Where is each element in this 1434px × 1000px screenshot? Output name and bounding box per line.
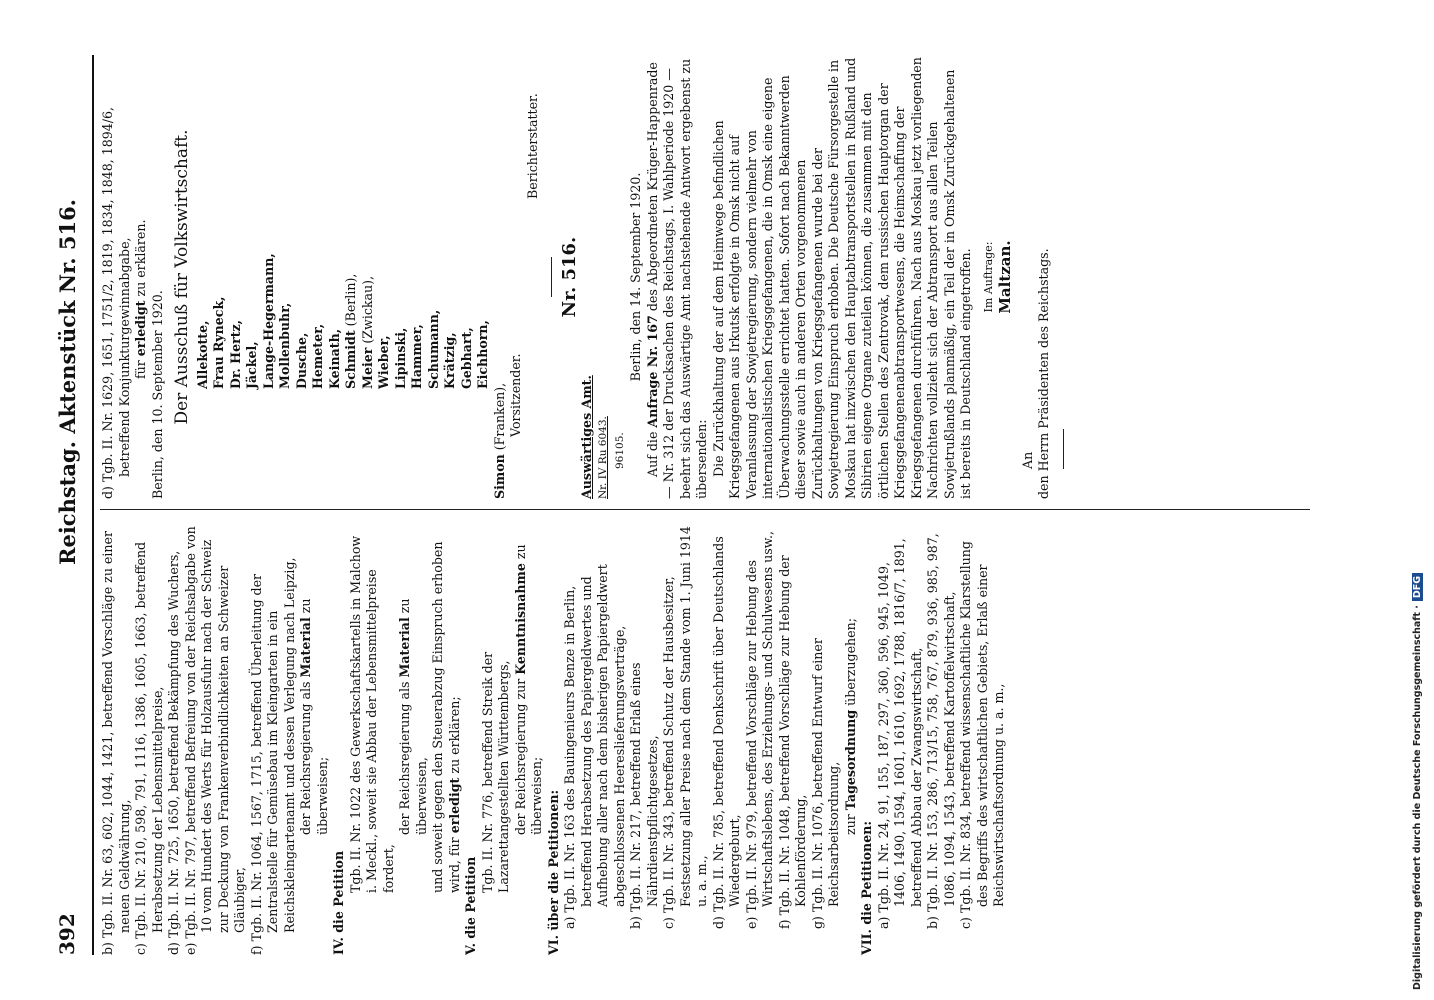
- header-rule: [92, 55, 94, 955]
- closing-line: [1063, 429, 1064, 469]
- reporter-role: Berichterstatter.: [524, 93, 540, 199]
- item-text: Tgb. II. Nr. 217, betreffend Erlaß eines Nährdienstpflichtgesetzes,: [628, 662, 660, 912]
- committee-member: Meier (Zwickau),: [359, 275, 375, 389]
- section-vi-referral: zur Tagesordnung überzugehen;: [842, 618, 858, 835]
- petition-item: [777, 525, 810, 955]
- right-column: [100, 55, 1074, 499]
- on-behalf-line: Im Auftrage:: [981, 241, 995, 313]
- committee-member: Hammer,: [409, 324, 424, 389]
- item-text: Tgb. II. Nr. 785, betreffend Denkschrift über Deutschlands Wiedergeburt,: [710, 536, 742, 912]
- section-iv-more: und soweit gegen den Steuerabzug Einspruch erhoben wird, für erledigt zu erklären;: [430, 541, 462, 893]
- page-header: [50, 55, 90, 955]
- page-number: 392: [55, 913, 79, 955]
- committee-member: Frau Ryneck,: [211, 296, 226, 389]
- committee-member: Jäckel,: [244, 341, 259, 389]
- petition-item: [183, 525, 249, 955]
- item-label: d): [166, 942, 181, 955]
- chair-line: Simon (Franken),: [491, 382, 507, 499]
- signature: Maltzan.: [996, 240, 1014, 314]
- committee-member: Lipinski,: [392, 327, 408, 389]
- document-number: Nr. 516.: [559, 236, 580, 318]
- done-note: für erledigt zu erklären.: [133, 219, 148, 379]
- petition-item: [562, 525, 628, 955]
- petition-item: [133, 525, 166, 955]
- committee-member: Dr. Hertz,: [227, 319, 243, 389]
- section-vi-heading: VI. über die Petitionen:: [545, 789, 561, 955]
- petition-list-1: [100, 525, 298, 955]
- date-line-2: Berlin, den 14. September 1920.: [628, 172, 643, 382]
- committee-member: Allekotte,: [194, 320, 210, 389]
- item-text: Tgb. II. Nr. 797, betreffend Befreiung von der Reichsabgabe von 10 vom Hundert des Werts für Holzausfuhr nach der Schweiz zur Deckung von Frankenverbindlichkeiten an Schweizer Gläubiger,: [182, 526, 247, 939]
- section-vii-list: [876, 525, 1008, 955]
- item-text: Tgb. II. Nr. 1048, betreffend Vorschläge zur Hebung der Kohlenförderung,: [776, 555, 808, 916]
- item-label: c): [133, 943, 148, 955]
- left-column: [100, 525, 1008, 955]
- item-text: Tgb. II. Nr. 834, betreffend wissenschaftliche Klarstellung des Begriffs des wirtschaftlichen Gebiets, Erlaß einer Reichswirtschaftsordnung u. a. m.,: [958, 541, 1006, 914]
- item-label: b): [925, 916, 940, 929]
- item-label: f): [776, 919, 792, 929]
- petition-item: [958, 525, 1008, 955]
- item-text: Tgb. II. Nr. 343, betreffend Schutz der Hausbesitzer, Festsetzung aller Preise nach dem Stande vom 1. Juni 1914 u. a. m.,: [661, 526, 709, 914]
- section-vi-list: [562, 525, 843, 955]
- section-v-referral: der Reichsregierung zur Kenntnisnahme zu überweisen;: [512, 544, 544, 835]
- body-paragraph-2: Die Zurückhaltung der auf dem Heimwege befindlichen Kriegsgefangenen aus Irkutsk erfolgte in Omsk nicht auf Veranlassung der Sowjetregierung, sondern vielmehr von internationalistischen Kriegsgefangenen, die in Omsk eine eigene Überwachungsstelle errichtet hatten. Sofort nach Bekanntwerden dieser sowie auch in anderen Orten vorgenommenen Zurückhaltungen von Kriegsgefangenen wurde bei der Sowjetregierung Einspruch erhoben. Die Deutsche Fürsorgestelle in Moskau hat inzwischen den Hauptabtransportstellen in Rußland und Sibirien eigene Organe zuteilen können, die zusammen mit den örtlichen Stellen des Zentrovak, dem russischen Hauptorgan der Kriegsgefangenenabtransportwesens, die Heimschaffung der Kriegsgefangenen durchführen. Nach aus Moskau jetzt vorliegenden Nachrichten vollzieht sich der Abtransport aus allen Teilen Sowjetrußlands planmäßig, ein Teil der in Omsk Zurückgehaltenen ist bereits in Deutschland eingetroffen.: [710, 57, 973, 499]
- item-text: Tgb. II. Nr. 210, 598, 791, 1116, 1386, 1605, 1663, betreffend Herabsetzung der Lebensmittelpreise,: [133, 541, 165, 940]
- item-label: b): [100, 942, 115, 955]
- office-name: Auswärtiges Amt.: [578, 375, 594, 499]
- item-text: Tgb. II. Nr. 163 des Bauingenieurs Benze in Berlin, betreffend Herabsetzung des Papiergeldwertes und Aufhebung aller nach dem bisherigen Papiergeldwert abgeschlossenen Heereslieferungsverträge,: [562, 564, 627, 913]
- item-text: Tgb. II. Nr. 1076, betreffend Entwurf einer Reichsarbeitsordnung,: [809, 638, 841, 912]
- petition-item: [711, 525, 744, 955]
- committee-member: Keinath,: [326, 328, 342, 389]
- item-text: Tgb. II. Nr. 979, betreffend Vorschläge zur Hebung des Wirtschaftslebens, des Erziehungs- und Schulwesens usw.,: [743, 531, 775, 913]
- page-title: Reichstag. Aktenstück Nr. 516.: [55, 199, 80, 565]
- item-label: a): [562, 916, 577, 929]
- petition-item: [100, 525, 133, 955]
- item-label: e): [743, 916, 759, 929]
- date-line-1: Berlin, den 10. September 1920.: [149, 290, 165, 499]
- rotated-document-page: [50, 55, 1350, 955]
- column-divider: [100, 509, 1310, 510]
- section-iv-heading: IV. die Petition: [331, 850, 346, 955]
- item-label: g): [809, 916, 825, 929]
- petition-item: [166, 525, 183, 955]
- committee-member: Lange-Hegermann,: [260, 253, 276, 389]
- petition-item: [744, 525, 777, 955]
- committee-member: Dusche,: [293, 332, 309, 389]
- section-iv-referral: der Reichsregierung als Material zu überweisen,: [397, 598, 429, 835]
- office-reference-2: 96105.: [613, 432, 626, 469]
- committee-name: Der Ausschuß für Volkswirtschaft.: [172, 129, 192, 425]
- petition-item: [661, 525, 711, 955]
- committee-member: Schumann,: [425, 309, 441, 389]
- committee-member: Hemeter,: [310, 323, 325, 389]
- petition-item: [876, 525, 926, 955]
- item-label: c): [661, 917, 676, 929]
- item-text: Tgb. II. Nr. 63, 602, 1044, 1421, betreffend Vorschläge zu einer neuen Geldwährung,: [100, 531, 132, 938]
- committee-member: Eichhorn,: [475, 320, 490, 389]
- section-iv-text: Tgb. II. Nr. 1022 des Gewerkschaftskartells in Malchow i. Meckl., soweit sie Abbau der Lebensmittelpreise fordert,: [347, 535, 396, 893]
- digitization-credit: Digitalisierung gefördert durch die Deutsche Forschungsgemeinschaft ·DFG: [1412, 573, 1423, 990]
- section-v-heading: V. die Petition: [463, 856, 478, 955]
- office-reference: Nr. IV Ru 6043.: [597, 416, 609, 499]
- petition-item: [810, 525, 843, 955]
- item-label: d): [710, 916, 726, 929]
- section-v-text: Tgb. II. Nr. 776, betreffend Streik der Lazarettangestellten Württembergs,: [479, 651, 511, 893]
- member-list: [195, 55, 492, 499]
- item-text: Tgb. II. Nr. 1064, 1567, 1715, betreffend Überleitung der Zentralstelle für Gemüsebau im Kleingarten in ein Reichskleingartenamt und dessen Verlegung nach Leipzig,: [248, 557, 297, 942]
- committee-member: Gebhart,: [458, 327, 474, 389]
- item-d: d) Tgb. II. Nr. 1629, 1651, 1751/2, 1819, 1834, 1848, 1894/6, betreffend Konjunkturgewinnabgabe,: [100, 106, 132, 499]
- body-paragraph-1: Auf die Anfrage Nr. 167 des Abgeordneten Krüger-Happenrade — Nr. 312 der Drucksachen des Reichstags, I. Wahlperiode 1920 — beehrt sich das Auswärtige Amt nachstehende Antwort ergebenst zu übersenden:: [644, 58, 709, 499]
- item-label: c): [958, 917, 973, 929]
- item-text: Tgb. II. Nr. 153, 286, 713/15, 758, 767, 879, 936, 985, 987, 1086, 1094, 1543, betreffend Kartoffelwirtschaft,: [925, 533, 957, 912]
- committee-member: Krätzig,: [442, 332, 457, 389]
- committee-member: Wieber,: [376, 335, 391, 389]
- item-text: Tgb. II. Nr. 725, 1650, betreffend Bekämpfung des Wuchers,: [166, 550, 181, 938]
- recipient-line-1: An: [1019, 451, 1035, 469]
- section-vii-heading: VII. die Petitionen:: [859, 820, 874, 955]
- petition-item: [249, 525, 299, 955]
- recipient-line-2: den Herrn Präsidenten des Reichstags.: [1036, 248, 1051, 499]
- item-label: f): [248, 945, 264, 955]
- item-label: b): [628, 916, 643, 929]
- petition-item: [628, 525, 661, 955]
- separator-line: [551, 257, 552, 297]
- committee-member: Mollenbuhr,: [277, 302, 292, 389]
- petition-item: [925, 525, 958, 955]
- referral-note: der Reichsregierung als Material zu überweisen;: [298, 598, 330, 835]
- item-label: e): [182, 942, 198, 955]
- item-label: a): [875, 916, 891, 929]
- item-text: Tgb. II. Nr. 24, 91, 155, 187, 297, 360, 596, 945, 1049, 1406, 1490, 1594, 1601, 1610, 1692, 1788, 1816/7, 1891, betreffend Abbau der Zwangswirtschaft,: [875, 538, 924, 913]
- committee-member: Schmidt (Berlin),: [343, 273, 358, 389]
- dfg-logo-icon: DFG: [1412, 573, 1423, 601]
- chair-role: Vorsitzender.: [508, 353, 523, 437]
